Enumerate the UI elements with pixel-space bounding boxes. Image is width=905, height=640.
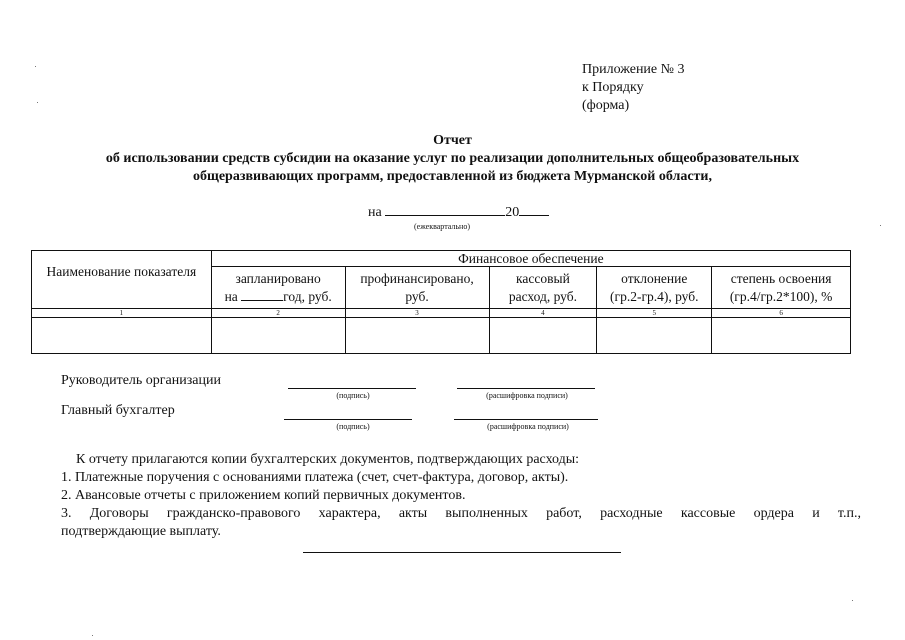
cash-expense-header [489,267,597,309]
scan-speck [92,635,93,636]
table-cell [345,318,489,354]
report-date-line [368,203,549,221]
closing-rule [303,552,621,553]
column-number: 6 [712,309,851,318]
appendix-block [582,61,685,115]
report-heading: Отчет [433,133,472,148]
utilization-header-line-2: (гр.4/гр.2*100), % [729,288,833,304]
head-decode-caption: (расшифровка подписи) [486,391,568,400]
notes-item-3-line-1: 3. Договоры гражданско-правового характера, акты выполненных работ, расходные кассовые ордера и т.п., [61,506,861,521]
financed-header-line-2: руб. [405,288,429,304]
financed-header-line-1: профинансировано, [360,270,474,286]
scan-speck [852,600,853,601]
table-cell [489,318,597,354]
head-decode-line [457,388,595,389]
planned-year-blank [241,288,283,301]
column-number: 3 [345,309,489,318]
period-caption: (ежеквартально) [414,222,470,231]
year-blank [519,203,549,216]
scan-speck [35,66,36,67]
head-signature-line [288,388,416,389]
table-cell [32,318,212,354]
utilization-header-line-1: степень освоения [730,270,832,286]
head-signature-caption: (подпись) [336,391,370,400]
notes-item-3-line-2: подтверждающие выплату. [61,524,221,539]
financial-support-header: Финансовое обеспечение [211,251,850,267]
accountant-decode-caption: (расшифровка подписи) [487,422,569,431]
column-numbers-row [32,309,851,318]
column-number: 2 [211,309,345,318]
column-number: 1 [32,309,212,318]
scan-speck [37,102,38,103]
appendix-number: Приложение № 3 [582,62,685,77]
head-of-organization-label: Руководитель организации [61,373,221,388]
notes-item-2: 2. Авансовые отчеты с приложением копий первичных документов. [61,488,466,503]
utilization-degree-header [712,267,851,309]
table-row [32,318,851,354]
table-cell [712,318,851,354]
report-title-line-1: об использовании средств субсидии на оказание услуг по реализации дополнительных общеобразовательных [105,151,800,166]
indicator-name-header: Наименование показателя [32,251,212,309]
cash-expense-header-line-2: расход, руб. [508,288,577,304]
period-blank [385,203,505,216]
deviation-header-line-2: (гр.2-гр.4), руб. [610,288,699,304]
appendix-form-label: (форма) [582,98,630,113]
date-prefix: на [368,205,382,220]
deviation-header-line-1: отклонение [621,270,688,286]
notes-item-1: 1. Платежные поручения с основаниями платежа (счет, счет-фактура, договор, акты). [61,470,569,485]
financial-table [31,250,851,354]
accountant-signature-line [284,419,412,420]
planned-header-line-1: запланировано [235,270,321,286]
table-cell [597,318,712,354]
cash-expense-header-line-1: кассовый [516,270,570,286]
chief-accountant-label: Главный бухгалтер [61,403,175,418]
accountant-decode-line [454,419,598,420]
planned-header-line-2: на год, руб. [224,288,332,304]
financed-header [345,267,489,309]
accountant-signature-caption: (подпись) [336,422,370,431]
appendix-reference: к Порядку [582,80,644,95]
column-number: 4 [489,309,597,318]
column-number: 5 [597,309,712,318]
deviation-header [597,267,712,309]
report-title-line-2: общеразвивающих программ, предоставленной из бюджета Мурманской области, [193,169,712,184]
planned-header [211,267,345,309]
table-cell [211,318,345,354]
scan-speck [880,225,881,226]
year-prefix: 20 [505,205,520,220]
notes-intro: К отчету прилагаются копии бухгалтерских документов, подтверждающих расходы: [76,452,580,467]
